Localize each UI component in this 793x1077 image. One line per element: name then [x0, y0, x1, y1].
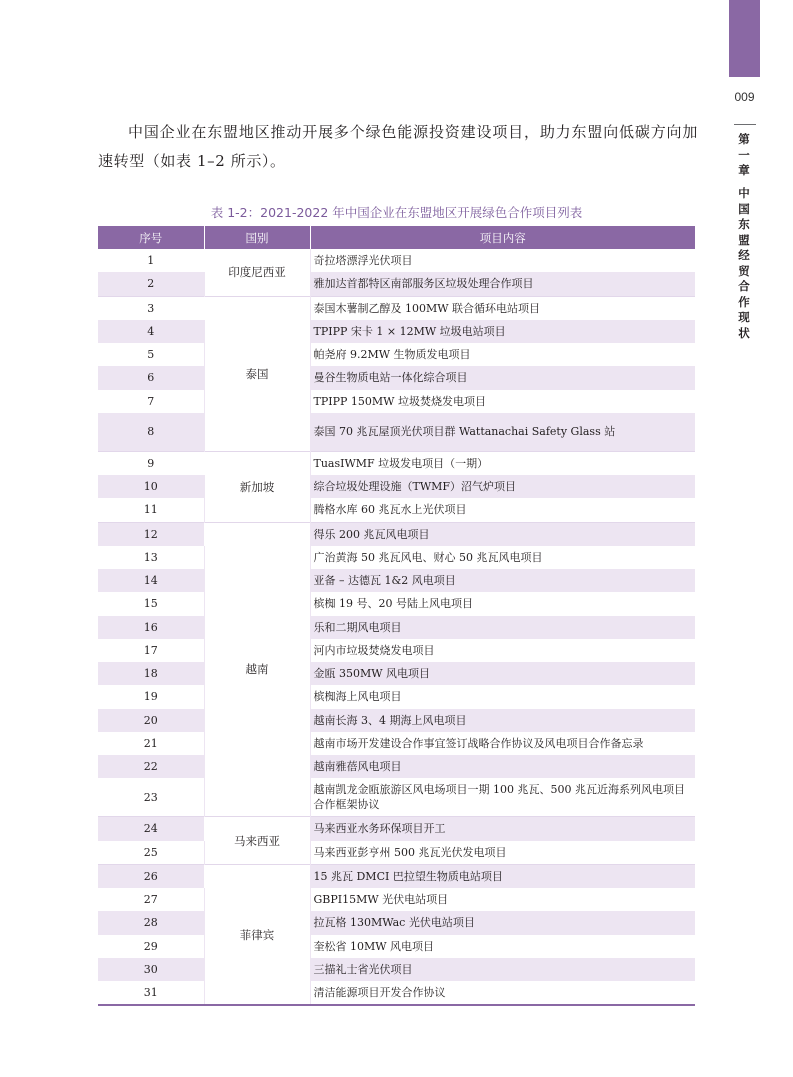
table-row [98, 249, 695, 272]
row-project-cell: TPIPP 150MW 垃圾焚烧发电项目 [313, 394, 486, 408]
table-row [98, 732, 695, 755]
row-seq-cell: 5 [98, 343, 204, 366]
row-seq-cell: 19 [98, 685, 204, 708]
table-row [98, 272, 695, 296]
row-country-cell: 新加坡 [204, 451, 310, 522]
row-project-cell: TPIPP 宋卡 1 × 12MW 垃圾电站项目 [310, 320, 695, 343]
row-project-cell: 综合垃圾处理设施（TWMF）沼气炉项目 [310, 475, 695, 498]
table-row [98, 639, 695, 662]
row-project-cell: 乐和二期风电项目 [310, 616, 695, 639]
table-row [98, 755, 695, 778]
row-seq-cell: 6 [98, 366, 204, 389]
table-row [98, 685, 695, 708]
row-seq-cell: 29 [98, 935, 204, 958]
row-seq-cell: 18 [98, 662, 204, 685]
row-project-cell: 腾格水库 60 兆瓦水上光伏项目 [313, 503, 467, 517]
row-project-cell: 槟椥海上风电项目 [313, 690, 402, 704]
table-row [98, 366, 695, 389]
projects-table [98, 226, 695, 1004]
page-number-rule [734, 124, 756, 125]
table-row [98, 569, 695, 592]
header-project: 项目内容 [310, 226, 695, 249]
row-seq-cell: 13 [98, 546, 204, 569]
row-project-cell: 广治黄海 50 兆瓦风电、财心 50 兆瓦风电项目 [313, 550, 543, 564]
row-seq-cell: 15 [98, 592, 204, 615]
row-project-cell: 越南长海 3、4 期海上风电项目 [310, 709, 695, 732]
row-seq-cell: 25 [98, 841, 204, 865]
row-project-cell: 泰国 70 兆瓦屋顶光伏项目群 Wattanachai Safety Glass 站 [310, 413, 695, 452]
table-row [98, 935, 695, 958]
row-seq-cell: 22 [98, 755, 204, 778]
row-seq-cell: 26 [98, 864, 204, 888]
row-project-cell: TuasIWMF 垃圾发电项目（一期） [310, 451, 695, 475]
row-seq-cell: 23 [98, 778, 204, 817]
row-seq-cell: 24 [98, 817, 204, 841]
row-project-cell: 奎松省 10MW 风电项目 [313, 939, 435, 953]
table-row [98, 390, 695, 413]
table-row [98, 413, 695, 452]
table-row [98, 592, 695, 615]
chapter-tab [729, 0, 760, 77]
table-row [98, 981, 695, 1004]
row-country-cell: 越南 [204, 522, 310, 817]
row-seq-cell: 1 [98, 249, 204, 272]
row-project-cell: 马来西亚水务环保项目开工 [310, 817, 695, 841]
row-seq-cell: 21 [98, 732, 204, 755]
row-project-cell: 拉瓦格 130MWac 光伏电站项目 [310, 911, 695, 934]
row-seq-cell: 28 [98, 911, 204, 934]
table-row [98, 888, 695, 911]
table-header-row [98, 226, 695, 249]
row-seq-cell: 11 [98, 498, 204, 522]
row-country-cell: 菲律宾 [204, 864, 310, 1004]
row-seq-cell: 30 [98, 958, 204, 981]
row-seq-cell: 4 [98, 320, 204, 343]
row-project-cell: 亚备 – 达德瓦 1&2 风电项目 [310, 569, 695, 592]
header-seq: 序号 [98, 226, 204, 249]
table-row [98, 864, 695, 888]
row-seq-cell: 2 [98, 272, 204, 296]
row-seq-cell: 8 [98, 413, 204, 452]
table-row [98, 911, 695, 934]
row-project-cell: 得乐 200 兆瓦风电项目 [310, 522, 695, 546]
row-seq-cell: 9 [98, 451, 204, 475]
header-country: 国别 [204, 226, 310, 249]
row-seq-cell: 14 [98, 569, 204, 592]
row-project-cell: 河内市垃圾焚烧发电项目 [313, 643, 435, 657]
row-project-cell: GBPI15MW 光伏电站项目 [313, 893, 449, 907]
row-project-cell: 奇拉塔漂浮光伏项目 [313, 254, 413, 268]
row-project-cell: 越南市场开发建设合作事宜签订战略合作协议及风电项目合作备忘录 [313, 736, 644, 750]
row-seq-cell: 20 [98, 709, 204, 732]
table-caption: 表 1-2：2021-2022 年中国企业在东盟地区开展绿色合作项目列表 [210, 205, 583, 220]
table-row [98, 475, 695, 498]
side-chapter-title: 中 国 东 盟 经 贸 合 作 现 状 [738, 186, 750, 340]
page-number: 009 [734, 90, 755, 104]
table-row [98, 841, 695, 865]
row-seq-cell: 17 [98, 639, 204, 662]
row-project-cell: 曼谷生物质电站一体化综合项目 [310, 366, 695, 389]
row-project-cell: 越南凯龙金瓯旅游区风电场项目一期 100 兆瓦、500 兆瓦近海系列风电项目合作框架协议 [313, 783, 685, 812]
row-seq-cell: 10 [98, 475, 204, 498]
table-row [98, 546, 695, 569]
table-row [98, 343, 695, 366]
row-project-cell: 三描礼士省光伏项目 [310, 958, 695, 981]
row-seq-cell: 31 [98, 981, 204, 1004]
table-row [98, 778, 695, 817]
table-row [98, 320, 695, 343]
table-row [98, 296, 695, 320]
intro-paragraph: 中国企业在东盟地区推动开展多个绿色能源投资建设项目，助力东盟向低碳方向加速转型（如表 1–2 所示）。 [98, 123, 698, 170]
row-project-cell: 泰国木薯制乙醇及 100MW 联合循环电站项目 [310, 296, 695, 320]
row-project-cell: 槟椥 19 号、20 号陆上风电项目 [313, 597, 473, 611]
row-seq-cell: 7 [98, 390, 204, 413]
row-project-cell: 越南雅蓓风电项目 [310, 755, 695, 778]
table-row [98, 662, 695, 685]
row-seq-cell: 12 [98, 522, 204, 546]
row-seq-cell: 16 [98, 616, 204, 639]
table-row [98, 522, 695, 546]
table-bottom-rule [98, 1004, 695, 1006]
row-project-cell: 金瓯 350MW 风电项目 [310, 662, 695, 685]
table-row [98, 498, 695, 522]
table-row [98, 817, 695, 841]
row-country-cell: 马来西亚 [204, 817, 310, 865]
table-row [98, 616, 695, 639]
row-seq-cell: 3 [98, 296, 204, 320]
row-project-cell: 15 兆瓦 DMCI 巴拉望生物质电站项目 [310, 864, 695, 888]
table-row [98, 958, 695, 981]
row-seq-cell: 27 [98, 888, 204, 911]
side-chapter-label: 第 一 章 [738, 132, 750, 177]
row-country-cell: 泰国 [204, 296, 310, 451]
row-project-cell: 雅加达首都特区南部服务区垃圾处理合作项目 [310, 272, 695, 296]
table-row [98, 709, 695, 732]
table-row [98, 451, 695, 475]
row-country-cell: 印度尼西亚 [204, 249, 310, 296]
row-project-cell: 帕尧府 9.2MW 生物质发电项目 [313, 348, 471, 362]
row-project-cell: 马来西亚彭亨州 500 兆瓦光伏发电项目 [313, 845, 507, 859]
row-project-cell: 清洁能源项目开发合作协议 [313, 986, 446, 1000]
